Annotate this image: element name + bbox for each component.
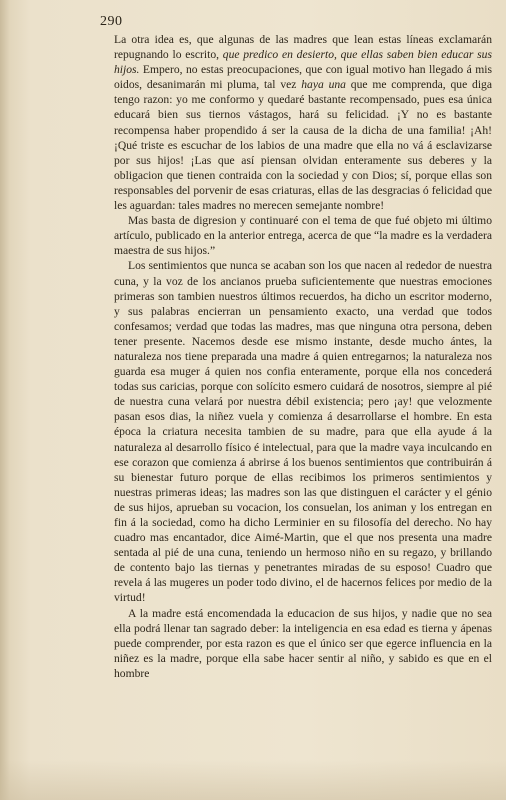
paragraph-2: Mas basta de digresion y continuaré con el tema de que fué objeto mi último artículo, publicado en la anterior entrega, acerca de que “la madre es la verdadera maestra de sus hijos.” [114,214,492,258]
paragraph-1-italic-phrase: haya una [301,78,346,92]
page-bottom-shadow [0,760,506,800]
page-number: 290 [100,14,123,29]
page-body-text [114,32,492,681]
paragraph-1-italic-quote: que predico en desierto, que ellas saben bien educar sus hijos. [114,48,492,77]
paragraph-1-part-b: Empero, no estas preocupaciones, que con igual motivo han llegado á mis oidos, desanimarán mi pluma, tal vez [114,63,492,92]
paragraph-3: Los sentimientos que nunca se acaban son los que nacen al rededor de nuestra cuna, y la voz de los ancianos prueba suficientemente que nuestras emociones primeras son tambien nuestros últimos recuerdos, ha dicho un escritor moderno, y sus palabras encierran un pensamiento exacto, una verdad que todos confesamos; verdad que todas las madres, mas que ninguna otra persona, deben tener presente. Nacemos desde ese mismo instante, desde mucho ántes, la naturaleza nos tiene preparada una madre á quien entregarnos; la naturaleza nos guarda esa muger á quien nos confia enteramente, porque ella nos concederá todas sus caricias, porque con solícito esmero cuidará de nosotros, siempre al pié de nuestra cuna velará por nuestra débil existencia; pero ¡ay! que velozmente pasan esos dias, la niñez vuela y comienza á desarrollarse el hombre. En esta época la criatura necesita tambien de su madre, para que ella ayude á la naturaleza al desarrollo físico é intelectual, para que la madre vaya inculcando en ese corazon que comienza á abrirse á los buenos sentimientos que contribuirán á su bienestar futuro porque de ellas recibimos los primeros sentimientos y nuestras primeras ideas; las madres son las que distinguen el carácter y el génio de sus hijos, aprueban su vocacion, los consuelan, los animan y los entregan en fin á la sociedad, como ha dicho Lerminier en su filosofía del derecho. No hay cuadro mas encantador, dice Aimé-Martin, que el que nos presenta una madre sentada al pié de una cuna, teniendo un hermoso niño en su regazo, y brillando de contento bajo las tiernas y penetrantes miradas de su esposo! Cuadro que revela á las mugeres un poder todo divino, el de hacernos felices por medio de la virtud! [114,259,492,605]
paragraph-1-part-a: La otra idea es, que algunas de las madres que lean estas líneas exclamarán repugnando lo escrito, [114,33,492,62]
paragraph-1-part-c: que me comprenda, que diga tengo razon: yo me conformo y quedaré bastante recompensado, pues esa única educará bien sus tiernos vástagos, hará su felicidad. ¡Y no es bastante recompensa haber propendido á ser la causa de la dicha de una familia! ¡Ah! ¡Qué triste es escuchar de los labios de una madre que ella no vá á esclavizarse por sus hijos! ¡Las que así piensan olvidan enteramente sus deberes y la obligacion que tienen contraida con la sociedad y con Dios; sí, porque ellas son responsables del porvenir de esas criaturas, ellas de las desgracias ó felicidad que les aguardan: tales madres no merecen semejante nombre! [114,78,492,213]
paragraph-4: A la madre está encomendada la educacion de sus hijos, y nadie que no sea ella podrá llenar tan sagrado deber: la inteligencia en esa edad es tierna y ápenas puede comprender, por esta razon es que el único ser que egerce influencia en la niñez es la madre, porque ella sabe hacer sentir al niño, y sabido es que en el hombre [114,606,492,680]
book-spine-edge [0,0,10,800]
paragraph-1 [114,32,492,213]
